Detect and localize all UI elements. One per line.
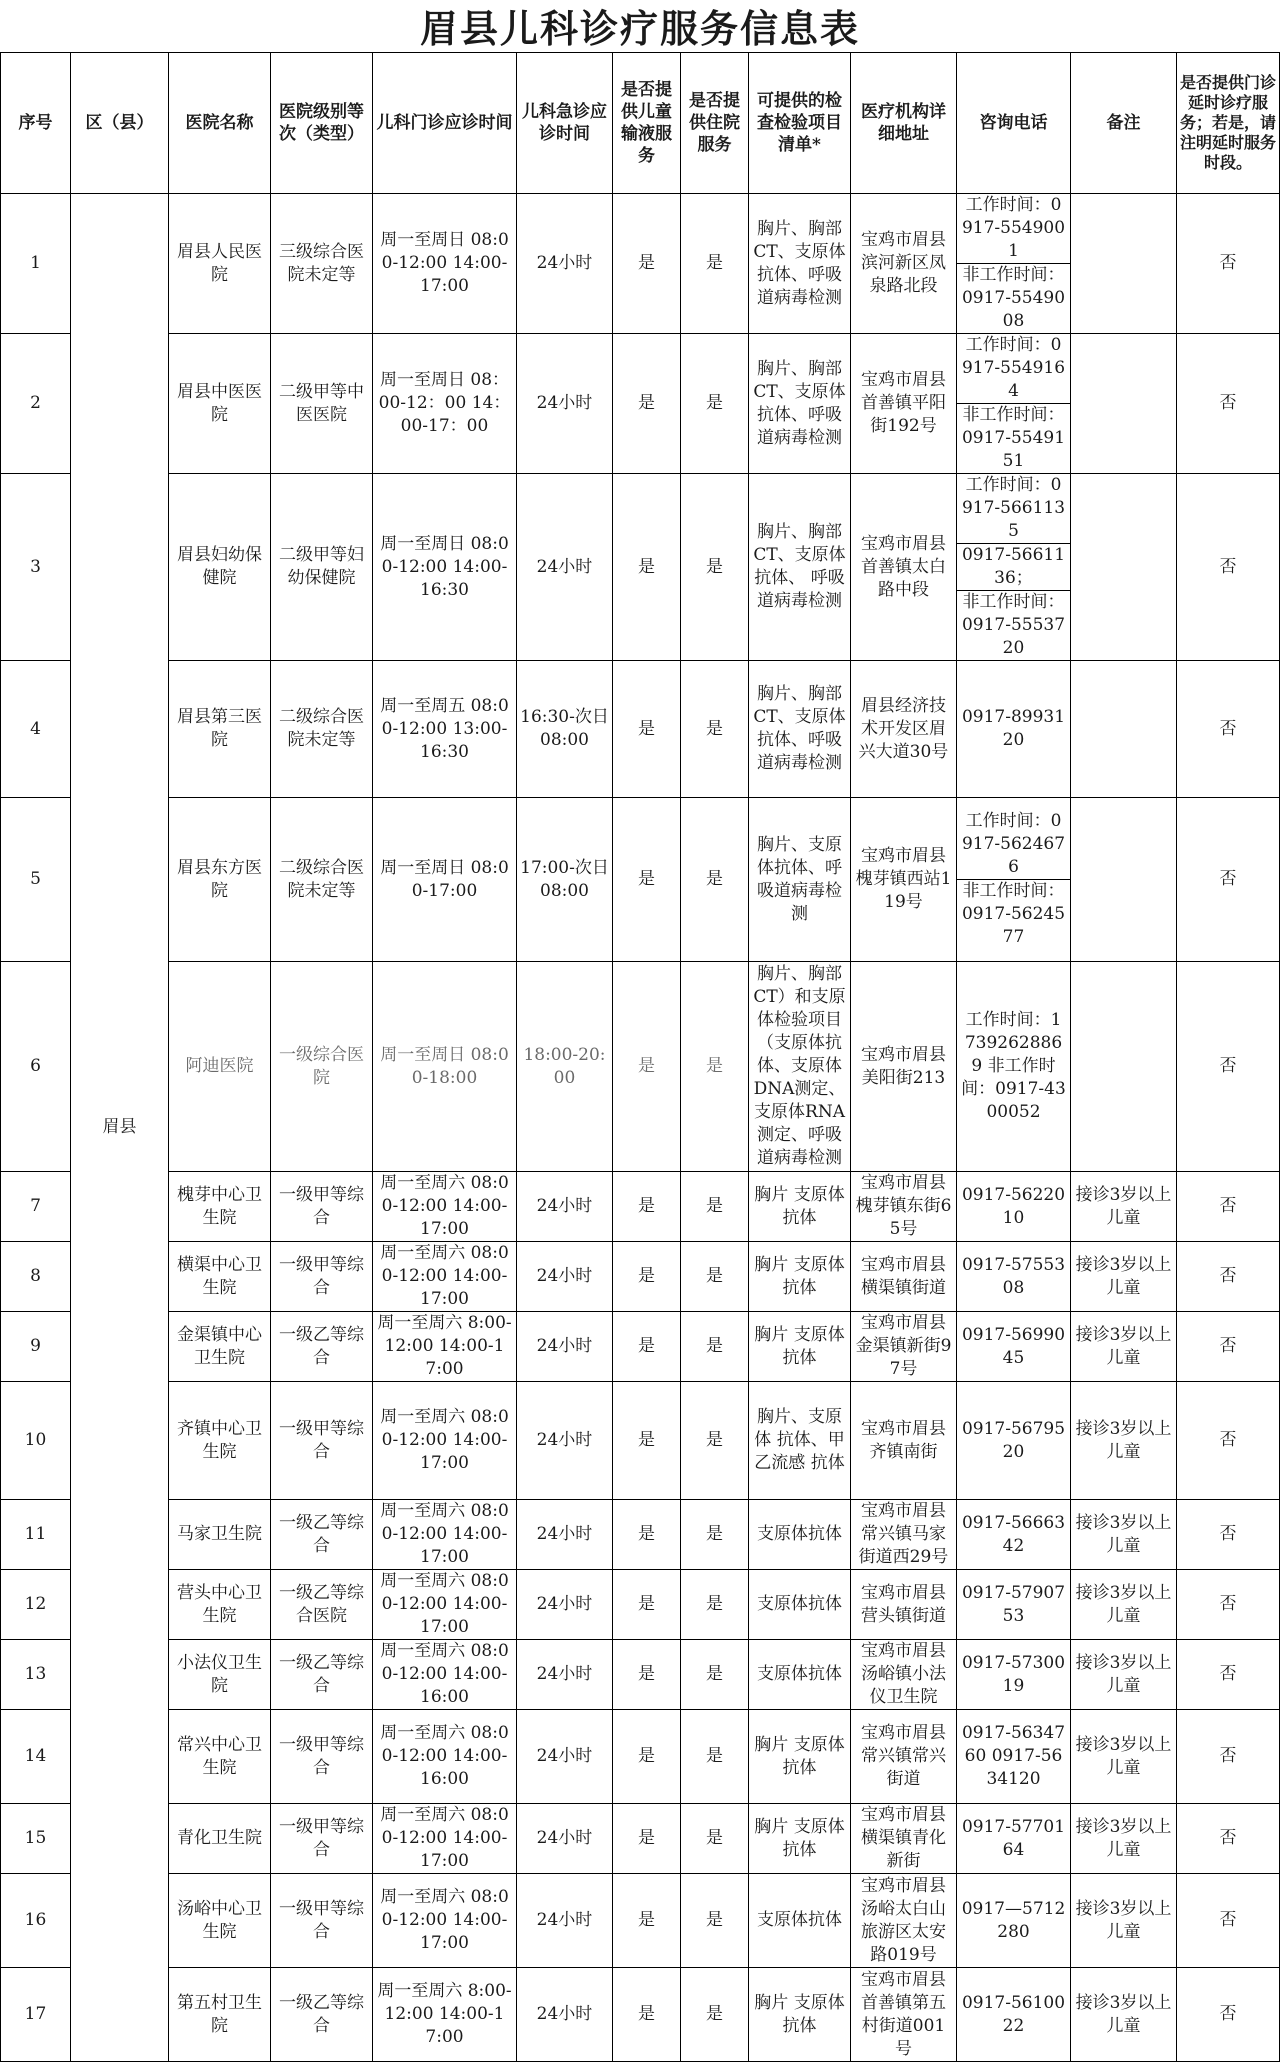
outpatient-hours: 周一至周六 8:00-12:00 14:00-17:00 [373,1312,517,1382]
table-row [1,1570,1280,1640]
outpatient-hours: 周一至周日 08:00-17:00 [373,798,517,962]
emergency-hours: 24小时 [517,1570,613,1640]
hospital-level: 三级综合医院未定等 [271,194,373,334]
phone-number: 0917-5661136； [957,543,1070,590]
hospital-address: 眉县经济技术开发区眉兴大道30号 [851,661,957,798]
phone-number: 非工作时间：0917-5549008 [957,263,1070,333]
inpatient-service: 是 [681,962,749,1172]
remark-cell: 接诊3岁以上儿童 [1071,1710,1177,1804]
remark-cell [1071,474,1177,661]
infusion-service: 是 [613,1500,681,1570]
hospital-address: 宝鸡市眉县常兴镇常兴街道 [851,1710,957,1804]
hospital-level: 二级综合医院未定等 [271,798,373,962]
exam-items: 胸片、支原体 抗体、甲乙流感 抗体 [749,1382,851,1500]
inpatient-service: 是 [681,661,749,798]
exam-items: 胸片 支原体抗体 [749,1710,851,1804]
row-number: 15 [1,1804,71,1874]
page-title: 眉县儿科诊疗服务信息表 [419,6,860,51]
info-table [0,52,1280,2062]
row-number: 16 [1,1874,71,1968]
hospital-address: 宝鸡市眉县槐芽镇东街65号 [851,1172,957,1242]
row-number: 10 [1,1382,71,1500]
outpatient-hours: 周一至周六 08:00-12:00 14:00-17:00 [373,1500,517,1570]
inpatient-service: 是 [681,474,749,661]
table-row [1,1382,1280,1500]
outpatient-hours: 周一至周五 08:00-12:00 13:00-16:30 [373,661,517,798]
extended-service: 否 [1177,1710,1280,1804]
hospital-address: 宝鸡市眉县汤峪镇小法仪卫生院 [851,1640,957,1710]
hospital-level: 一级甲等综合 [271,1804,373,1874]
inpatient-service: 是 [681,1710,749,1804]
exam-items: 胸片、支原体抗体、呼吸道病毒检测 [749,798,851,962]
phone-cell [957,798,1071,962]
hospital-level: 二级甲等妇幼保健院 [271,474,373,661]
emergency-hours: 18:00-20:00 [517,962,613,1172]
hospital-address: 宝鸡市眉县齐镇南街 [851,1382,957,1500]
row-number: 1 [1,194,71,334]
extended-service: 否 [1177,1874,1280,1968]
exam-items: 胸片 支原体抗体 [749,1242,851,1312]
row-number: 7 [1,1172,71,1242]
phone-number: 0917-8993120 [961,707,1066,750]
remark-cell: 接诊3岁以上儿童 [1071,1874,1177,1968]
phone-cell [957,962,1071,1172]
hospital-name: 齐镇中心卫生院 [169,1382,271,1500]
row-number: 12 [1,1570,71,1640]
row-number: 11 [1,1500,71,1570]
extended-service: 否 [1177,1570,1280,1640]
table-row [1,962,1280,1172]
remark-cell [1071,194,1177,334]
extended-service: 否 [1177,962,1280,1172]
header-cell: 序号 [1,53,71,194]
emergency-hours: 24小时 [517,1172,613,1242]
row-number: 17 [1,1968,71,2062]
remark-cell: 接诊3岁以上儿童 [1071,1804,1177,1874]
phone-number: 非工作时间：0917-5553720 [957,590,1070,660]
remark-cell: 接诊3岁以上儿童 [1071,1312,1177,1382]
phone-number: 0917-5666342 [961,1512,1066,1556]
header-cell: 区（县） [71,53,169,194]
table-row [1,661,1280,798]
outpatient-hours: 周一至周六 08:00-12:00 14:00-17:00 [373,1804,517,1874]
hospital-name: 常兴中心卫生院 [169,1710,271,1804]
phone-cell [957,1874,1071,1968]
remark-cell [1071,334,1177,474]
inpatient-service: 是 [681,1172,749,1242]
table-row [1,1804,1280,1874]
inpatient-service: 是 [681,1640,749,1710]
outpatient-hours: 周一至周六 8:00-12:00 14:00-17:00 [373,1968,517,2062]
infusion-service: 是 [613,194,681,334]
infusion-service: 是 [613,962,681,1172]
table-row [1,798,1280,962]
remark-cell: 接诊3岁以上儿童 [1071,1500,1177,1570]
inpatient-service: 是 [681,1968,749,2062]
hospital-name: 青化卫生院 [169,1804,271,1874]
district-cell: 眉县 [71,194,169,2062]
header-cell: 是否提供门诊延时诊疗服务；若是，请注明延时服务时段。 [1177,53,1280,194]
phone-cell [957,1968,1071,2062]
phone-cell [957,1382,1071,1500]
extended-service: 否 [1177,1640,1280,1710]
table-row [1,334,1280,474]
inpatient-service: 是 [681,1382,749,1500]
hospital-level: 一级乙等综合 [271,1968,373,2062]
phone-number: 工作时间：0917-5549164 [961,335,1066,401]
header-cell: 是否提供儿童输液服务 [613,53,681,194]
hospital-level: 一级乙等综合医院 [271,1570,373,1640]
hospital-name: 汤峪中心卫生院 [169,1874,271,1968]
extended-service: 否 [1177,1382,1280,1500]
header-cell: 儿科急诊应诊时间 [517,53,613,194]
phone-cell [957,194,1071,334]
emergency-hours: 24小时 [517,1382,613,1500]
phone-number: 工作时间：0917-5661135 [961,475,1066,541]
hospital-name: 金渠镇中心卫生院 [169,1312,271,1382]
hospital-level: 一级乙等综合 [271,1312,373,1382]
emergency-hours: 24小时 [517,1804,613,1874]
row-number: 2 [1,334,71,474]
emergency-hours: 24小时 [517,1640,613,1710]
hospital-level: 一级甲等综合 [271,1242,373,1312]
outpatient-hours: 周一至周日 08:00-12:00 14:00-16:30 [373,474,517,661]
table-row [1,1312,1280,1382]
hospital-name: 眉县第三医院 [169,661,271,798]
emergency-hours: 24小时 [517,1500,613,1570]
remark-cell: 接诊3岁以上儿童 [1071,1968,1177,2062]
phone-number: 0917-5679520 [961,1418,1066,1462]
outpatient-hours: 周一至周日 08：00-12：00 14：00-17：00 [373,334,517,474]
extended-service: 否 [1177,1968,1280,2062]
hospital-address: 宝鸡市眉县槐芽镇西站119号 [851,798,957,962]
row-number: 13 [1,1640,71,1710]
inpatient-service: 是 [681,798,749,962]
outpatient-hours: 周一至周六 08:00-12:00 14:00-17:00 [373,1242,517,1312]
header-cell: 备注 [1071,53,1177,194]
table-row [1,194,1280,334]
hospital-address: 宝鸡市眉县常兴镇马家街道西29号 [851,1500,957,1570]
exam-items: 胸片、胸部CT、支原体抗体、呼吸道病毒检测 [749,194,851,334]
phone-cell [957,334,1071,474]
table-row [1,1500,1280,1570]
phone-cell [957,1312,1071,1382]
outpatient-hours: 周一至周六 08:00-12:00 14:00-17:00 [373,1570,517,1640]
table-body [1,194,1280,2062]
infusion-service: 是 [613,661,681,798]
exam-items: 支原体抗体 [749,1874,851,1968]
phone-number: 0917-5699045 [961,1324,1066,1368]
hospital-address: 宝鸡市眉县美阳街213 [851,962,957,1172]
hospital-name: 小法仪卫生院 [169,1640,271,1710]
outpatient-hours: 周一至周日 08:00-12:00 14:00-17:00 [373,194,517,334]
phone-number: 0917-5730019 [961,1652,1066,1696]
infusion-service: 是 [613,1172,681,1242]
inpatient-service: 是 [681,1242,749,1312]
header-cell: 医疗机构详细地址 [851,53,957,194]
infusion-service: 是 [613,1242,681,1312]
exam-items: 胸片、胸部CT、支原体抗体、 呼吸道病毒检测 [749,474,851,661]
hospital-name: 眉县中医医院 [169,334,271,474]
phone-cell [957,1242,1071,1312]
exam-items: 支原体抗体 [749,1500,851,1570]
row-number: 3 [1,474,71,661]
hospital-name: 眉县人民医院 [169,194,271,334]
emergency-hours: 24小时 [517,334,613,474]
hospital-level: 一级乙等综合 [271,1500,373,1570]
outpatient-hours: 周一至周六 08:00-12:00 14:00-17:00 [373,1172,517,1242]
outpatient-hours: 周一至周六 08:00-12:00 14:00-16:00 [373,1640,517,1710]
infusion-service: 是 [613,334,681,474]
hospital-address: 宝鸡市眉县汤峪太白山旅游区太安路019号 [851,1874,957,1968]
exam-items: 胸片、胸部CT、支原体抗体、呼吸道病毒检测 [749,334,851,474]
phone-number: 0917-5622010 [961,1184,1066,1228]
outpatient-hours: 周一至周六 08:00-12:00 14:00-17:00 [373,1382,517,1500]
hospital-name: 眉县妇幼保健院 [169,474,271,661]
hospital-address: 宝鸡市眉县营头镇街道 [851,1570,957,1640]
phone-cell [957,1172,1071,1242]
hospital-name: 横渠中心卫生院 [169,1242,271,1312]
extended-service: 否 [1177,334,1280,474]
inpatient-service: 是 [681,194,749,334]
phone-cell [957,661,1071,798]
emergency-hours: 24小时 [517,1242,613,1312]
infusion-service: 是 [613,1710,681,1804]
hospital-address: 宝鸡市眉县横渠镇街道 [851,1242,957,1312]
infusion-service: 是 [613,1640,681,1710]
hospital-level: 一级甲等综合 [271,1382,373,1500]
table-row [1,1242,1280,1312]
header-cell: 咨询电话 [957,53,1071,194]
extended-service: 否 [1177,661,1280,798]
header-cell: 可提供的检查检验项目清单* [749,53,851,194]
outpatient-hours: 周一至周六 08:00-12:00 14:00-17:00 [373,1874,517,1968]
extended-service: 否 [1177,1804,1280,1874]
inpatient-service: 是 [681,334,749,474]
outpatient-hours: 周一至周日 08:00-18:00 [373,962,517,1172]
remark-cell [1071,798,1177,962]
hospital-address: 宝鸡市眉县首善镇平阳街192号 [851,334,957,474]
infusion-service: 是 [613,1382,681,1500]
exam-items: 支原体抗体 [749,1570,851,1640]
row-number: 5 [1,798,71,962]
row-number: 8 [1,1242,71,1312]
phone-cell [957,1804,1071,1874]
hospital-level: 二级综合医院未定等 [271,661,373,798]
hospital-level: 一级甲等综合 [271,1874,373,1968]
table-row [1,1640,1280,1710]
hospital-address: 宝鸡市眉县滨河新区凤泉路北段 [851,194,957,334]
hospital-level: 一级甲等综合 [271,1710,373,1804]
infusion-service: 是 [613,798,681,962]
hospital-name: 马家卫生院 [169,1500,271,1570]
phone-number: 工作时间：0917-5624676 [961,811,1066,877]
outpatient-hours: 周一至周六 08:00-12:00 14:00-16:00 [373,1710,517,1804]
table-row [1,1710,1280,1804]
phone-number: 0917-5610022 [961,1992,1066,2036]
hospital-address: 宝鸡市眉县首善镇太白路中段 [851,474,957,661]
table-row [1,1968,1280,2062]
extended-service: 否 [1177,1242,1280,1312]
hospital-level: 二级甲等中医医院 [271,334,373,474]
emergency-hours: 24小时 [517,1968,613,2062]
extended-service: 否 [1177,1312,1280,1382]
hospital-name: 眉县东方医院 [169,798,271,962]
phone-number: 非工作时间：0917-5624577 [957,879,1070,949]
exam-items: 胸片 支原体抗体 [749,1312,851,1382]
emergency-hours: 16:30-次日08:00 [517,661,613,798]
inpatient-service: 是 [681,1312,749,1382]
remark-cell: 接诊3岁以上儿童 [1071,1172,1177,1242]
phone-cell [957,474,1071,661]
hospital-name: 阿迪医院 [169,962,271,1172]
emergency-hours: 24小时 [517,194,613,334]
exam-items: 胸片、胸部CT、支原体抗体、呼吸道病毒检测 [749,661,851,798]
infusion-service: 是 [613,1968,681,2062]
infusion-service: 是 [613,1312,681,1382]
phone-number: 0917-5634760 0917-5634120 [961,1723,1066,1789]
hospital-level: 一级甲等综合 [271,1172,373,1242]
hospital-name: 第五村卫生院 [169,1968,271,2062]
header-cell: 医院级别等次（类型） [271,53,373,194]
emergency-hours: 24小时 [517,1874,613,1968]
remark-cell [1071,661,1177,798]
emergency-hours: 24小时 [517,1312,613,1382]
header-cell: 医院名称 [169,53,271,194]
emergency-hours: 24小时 [517,1710,613,1804]
phone-number: 工作时间：17392628869 非工作时间：0917-4300052 [961,1010,1066,1122]
table-row [1,474,1280,661]
header-cell: 是否提供住院服务 [681,53,749,194]
row-number: 14 [1,1710,71,1804]
infusion-service: 是 [613,1804,681,1874]
emergency-hours: 24小时 [517,474,613,661]
header-cell: 儿科门诊应诊时间 [373,53,517,194]
remark-cell [1071,962,1177,1172]
infusion-service: 是 [613,1570,681,1640]
phone-cell [957,1500,1071,1570]
table-row [1,1172,1280,1242]
phone-cell [957,1710,1071,1804]
hospital-name: 营头中心卫生院 [169,1570,271,1640]
remark-cell: 接诊3岁以上儿童 [1071,1640,1177,1710]
extended-service: 否 [1177,1172,1280,1242]
remark-cell: 接诊3岁以上儿童 [1071,1382,1177,1500]
inpatient-service: 是 [681,1804,749,1874]
extended-service: 否 [1177,1500,1280,1570]
row-number: 6 [1,962,71,1172]
row-number: 4 [1,661,71,798]
phone-number: 0917-5770164 [961,1816,1066,1860]
hospital-address: 宝鸡市眉县首善镇第五村街道001号 [851,1968,957,2062]
table-row [1,1874,1280,1968]
infusion-service: 是 [613,474,681,661]
infusion-service: 是 [613,1874,681,1968]
extended-service: 否 [1177,798,1280,962]
phone-cell [957,1640,1071,1710]
emergency-hours: 17:00-次日08:00 [517,798,613,962]
exam-items: 胸片 支原体抗体 [749,1172,851,1242]
inpatient-service: 是 [681,1874,749,1968]
inpatient-service: 是 [681,1570,749,1640]
exam-items: 胸片 支原体抗体 [749,1804,851,1874]
hospital-address: 宝鸡市眉县横渠镇青化新街 [851,1804,957,1874]
extended-service: 否 [1177,194,1280,334]
header-row [1,53,1280,194]
hospital-name: 槐芽中心卫生院 [169,1172,271,1242]
phone-number: 0917—5712280 [961,1898,1066,1942]
inpatient-service: 是 [681,1500,749,1570]
remark-cell: 接诊3岁以上儿童 [1071,1570,1177,1640]
extended-service: 否 [1177,474,1280,661]
hospital-address: 宝鸡市眉县金渠镇新街97号 [851,1312,957,1382]
hospital-level: 一级综合医院 [271,962,373,1172]
exam-items: 支原体抗体 [749,1640,851,1710]
phone-cell [957,1570,1071,1640]
phone-number: 工作时间：0917-5549001 [961,195,1066,261]
phone-number: 0917-5790753 [961,1582,1066,1626]
phone-number: 0917-5755308 [961,1254,1066,1298]
remark-cell: 接诊3岁以上儿童 [1071,1242,1177,1312]
exam-items: 胸片 支原体抗体 [749,1968,851,2062]
row-number: 9 [1,1312,71,1382]
hospital-level: 一级乙等综合 [271,1640,373,1710]
phone-number: 非工作时间：0917-5549151 [957,403,1070,473]
exam-items: 胸片、胸部CT）和支原体检验项目（支原体抗体、支原体DNA测定、支原体RNA测定、呼吸道病毒检测 [749,962,851,1172]
